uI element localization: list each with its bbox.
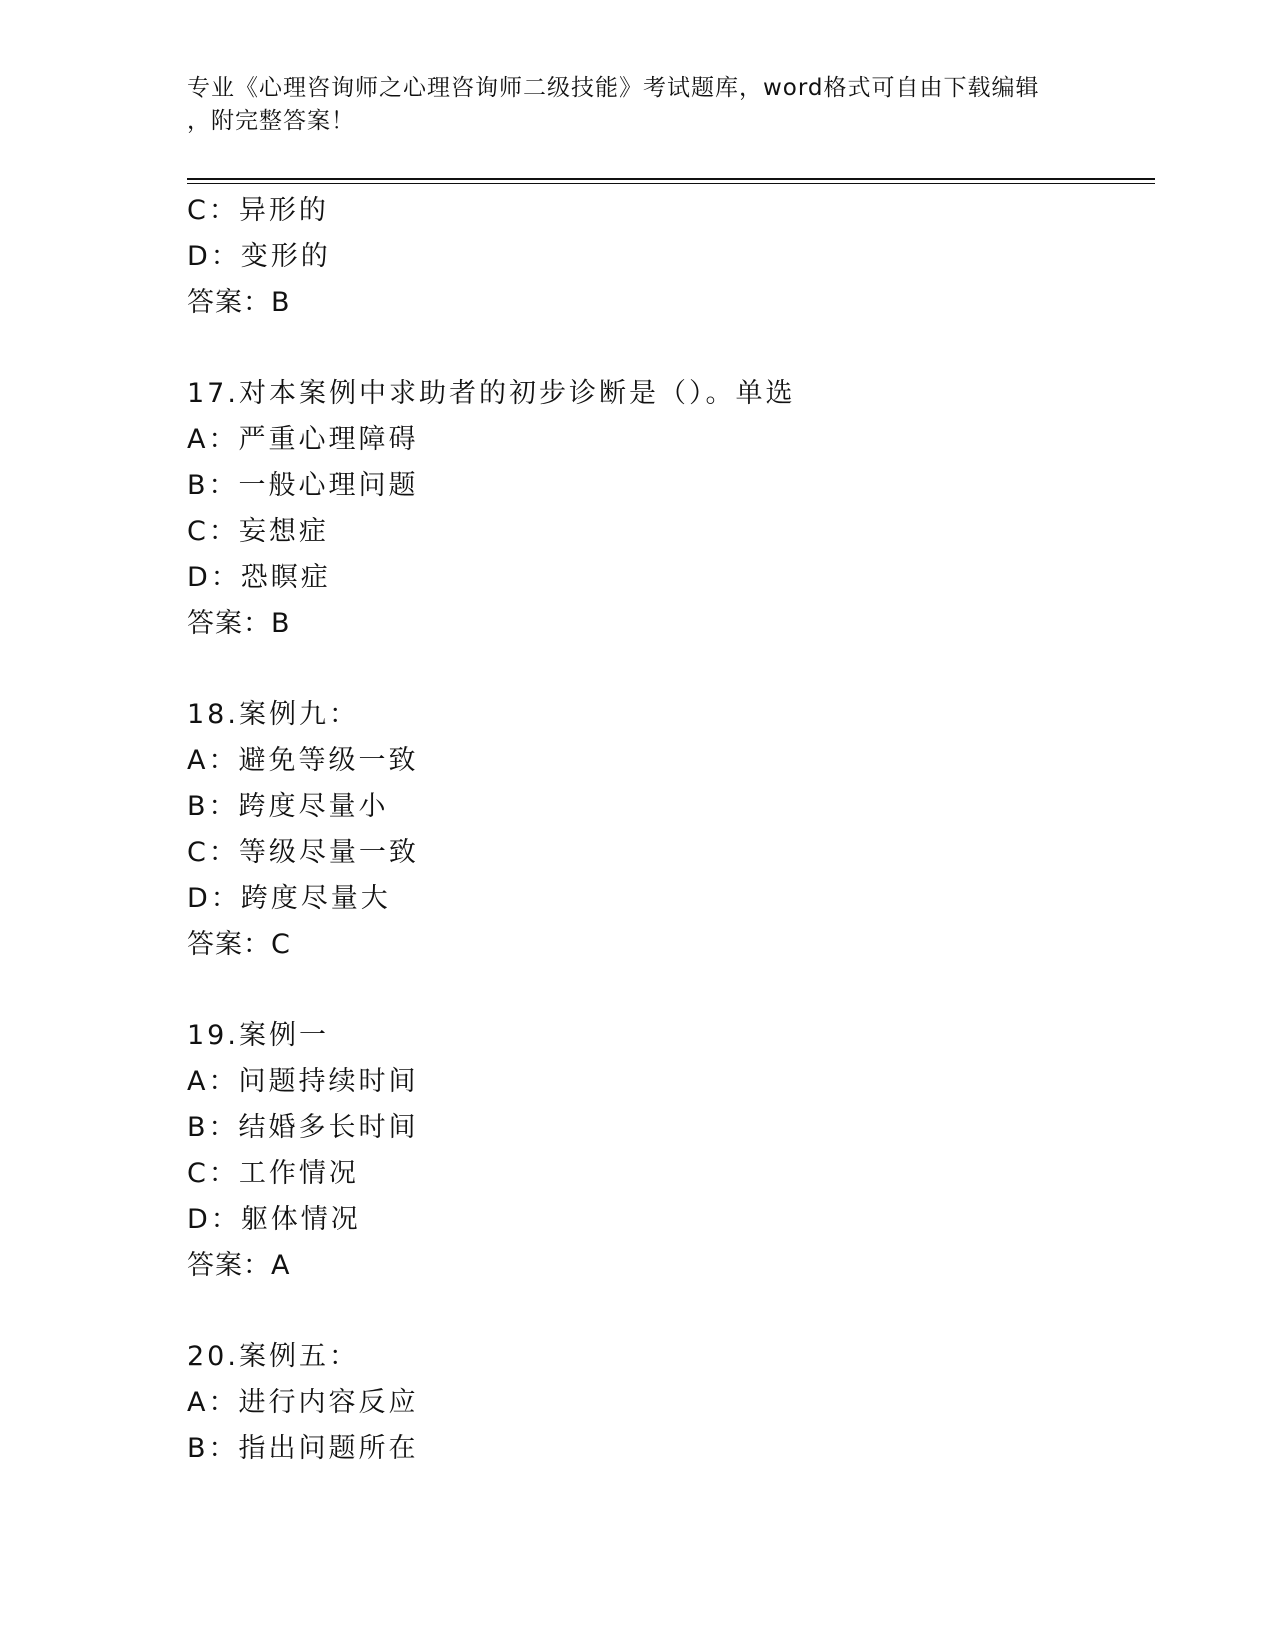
question-stem: 20.案例五： <box>187 1341 359 1372</box>
header-title-line-1: 专业《心理咨询师之心理咨询师二级技能》考试题库，word格式可自由下载编辑 <box>187 75 1040 101</box>
spacer <box>187 326 1147 371</box>
option-a: A：避免等级一致 <box>187 745 419 776</box>
question-20 <box>187 1334 1147 1472</box>
option-a: A：严重心理障碍 <box>187 424 419 455</box>
answer-line: 答案：C <box>187 929 291 960</box>
option-c: C：妄想症 <box>187 516 329 547</box>
option-b: B：指出问题所在 <box>187 1433 419 1464</box>
header-title-line-2: ，附完整答案！ <box>187 108 355 134</box>
spacer <box>187 1289 1147 1334</box>
option-d: D：恐瞑症 <box>187 562 331 593</box>
document-body <box>187 188 1147 1472</box>
question-stem: 18.案例九： <box>187 699 359 730</box>
header-rule-thick <box>187 178 1155 180</box>
option-d: D：跨度尽量大 <box>187 883 391 914</box>
option-c: C：异形的 <box>187 195 329 226</box>
answer-line: 答案：B <box>187 608 291 639</box>
spacer <box>187 968 1147 1013</box>
question-stem: 17.对本案例中求助者的初步诊断是（）。单选 <box>187 378 796 409</box>
option-d: D：躯体情况 <box>187 1204 361 1235</box>
option-c: C：工作情况 <box>187 1158 359 1189</box>
option-a: A：问题持续时间 <box>187 1066 419 1097</box>
question-17 <box>187 371 1147 647</box>
option-c: C：等级尽量一致 <box>187 837 419 868</box>
option-d: D：变形的 <box>187 241 331 272</box>
spacer <box>187 647 1147 692</box>
option-b: B：跨度尽量小 <box>187 791 389 822</box>
carry-over-question <box>187 188 1147 326</box>
answer-line: 答案：B <box>187 287 291 318</box>
answer-line: 答案：A <box>187 1250 291 1281</box>
question-19 <box>187 1013 1147 1289</box>
option-b: B：结婚多长时间 <box>187 1112 419 1143</box>
document-header <box>187 72 1087 138</box>
header-rule-thin <box>187 183 1155 184</box>
option-a: A：进行内容反应 <box>187 1387 419 1418</box>
option-b: B：一般心理问题 <box>187 470 419 501</box>
question-18 <box>187 692 1147 968</box>
question-stem: 19.案例一 <box>187 1020 329 1051</box>
